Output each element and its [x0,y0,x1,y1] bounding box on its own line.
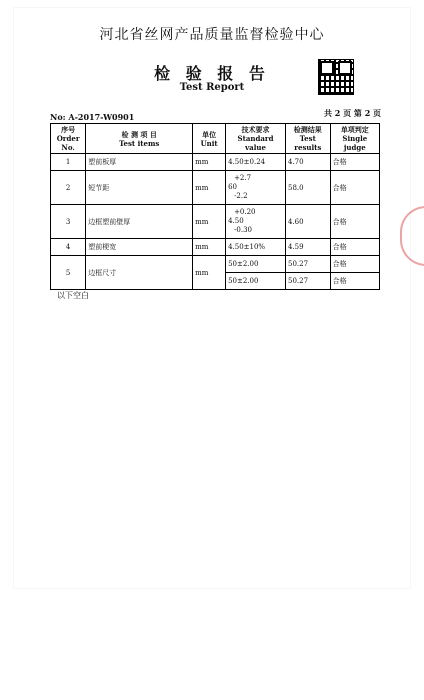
header-unit-en: Unit [200,138,218,148]
cell-result: 50.27 [285,256,330,273]
cell-item: 边框塑前壁厚 [86,205,193,239]
cell-item: 短节距 [86,171,193,205]
header-judge-en: Single judge [342,134,368,152]
cell-standard: 4.50±0.24 [226,154,286,171]
cell-result: 58.0 [285,171,330,205]
cell-order: 5 [51,256,86,290]
table-row [51,256,380,273]
cell-order: 3 [51,205,86,239]
cell-unit: mm [193,205,226,239]
report-title-cn: 检 验 报 告 [154,64,270,83]
tolerance-minus: -2.2 [234,192,248,200]
cell-unit: mm [193,256,226,290]
cell-standard: 50±2.00 [226,273,286,290]
cell-judge: 合格 [330,273,379,290]
header-standard [226,124,286,154]
header-order-en: Order No. [56,134,80,152]
tolerance-minus: -0.30 [234,226,253,234]
cell-standard: 4.50±10% [226,239,286,256]
cell-result: 4.59 [285,239,330,256]
table-row [51,239,380,256]
header-order-cn: 序号 [61,125,76,134]
cell-item: 边框尺寸 [86,256,193,290]
cell-item: 塑前板厚 [86,154,193,171]
header-standard-cn: 技术要求 [241,125,270,134]
header-standard-en: Standard value [237,134,274,152]
header-unit [193,124,226,154]
cell-result: 4.70 [285,154,330,171]
cell-order: 1 [51,154,86,171]
report-number: No: A-2017-W0901 [50,112,135,122]
header-result-en: Test results [294,134,322,152]
table-row [51,171,380,205]
cell-standard [226,171,286,205]
page-info: 共 2 页 第 2 页 [324,108,382,118]
cell-order: 4 [51,239,86,256]
cell-judge: 合格 [330,239,379,256]
header-judge [330,124,379,154]
header-result [285,124,330,154]
cell-judge: 合格 [330,154,379,171]
tolerance-plus: +2.7 [234,174,252,182]
report-title-en: Test Report [179,82,245,93]
cell-standard [226,205,286,239]
test-results-table [50,123,380,290]
header-order [51,124,86,154]
cell-unit: mm [193,171,226,205]
header-judge-cn: 单项判定 [340,125,369,134]
cell-item: 塑前梗宽 [86,239,193,256]
cell-judge: 合格 [330,205,379,239]
table-row [51,205,380,239]
table-row [51,154,380,171]
nominal-value: 60 [228,183,237,191]
header-item-en: Test items [119,138,160,148]
cell-result: 4.60 [285,205,330,239]
nominal-value: 4.50 [228,217,244,225]
cell-standard: 50±2.00 [226,256,286,273]
cell-order: 2 [51,171,86,205]
header-item [86,124,193,154]
header-item-cn: 检 测 项 目 [121,129,157,139]
table-header-row [51,124,380,154]
qr-code-icon [318,59,354,95]
cell-result: 50.27 [285,273,330,290]
cell-unit: mm [193,239,226,256]
organization-name: 河北省丝网产品质量监督检验中心 [99,27,325,43]
cell-judge: 合格 [330,171,379,205]
header-result-cn: 检测结果 [293,125,322,134]
cell-unit: mm [193,154,226,171]
cell-judge: 合格 [330,256,379,273]
blank-below-note: 以下空白 [57,291,89,300]
header-unit-cn: 单位 [202,129,217,139]
tolerance-plus: +0.20 [234,208,256,216]
